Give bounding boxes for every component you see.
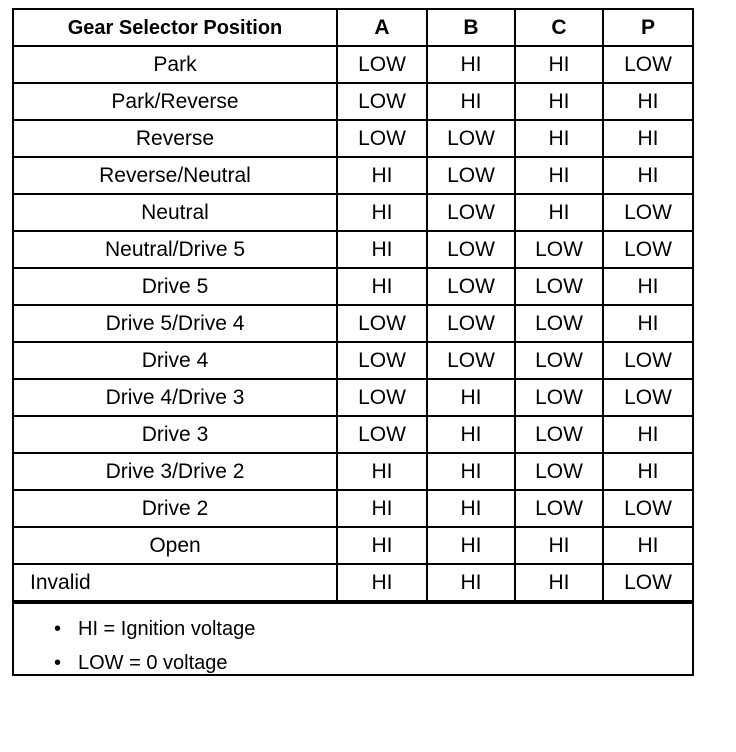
table-row <box>14 305 692 342</box>
b-cell: HI <box>427 527 515 564</box>
p-cell: HI <box>603 120 692 157</box>
a-cell: HI <box>337 453 427 490</box>
position-cell: Drive 3/Drive 2 <box>14 453 337 490</box>
a-cell: HI <box>337 564 427 601</box>
c-cell: HI <box>515 157 603 194</box>
c-cell: LOW <box>515 490 603 527</box>
position-cell: Neutral/Drive 5 <box>14 231 337 268</box>
position-cell: Reverse <box>14 120 337 157</box>
position-cell: Drive 4 <box>14 342 337 379</box>
b-cell: HI <box>427 564 515 601</box>
b-cell: HI <box>427 46 515 83</box>
bullet-icon: • <box>54 652 62 674</box>
note-hi <box>54 612 692 646</box>
a-cell: LOW <box>337 379 427 416</box>
header-gear-selector-position: Gear Selector Position <box>14 10 337 46</box>
table-row <box>14 231 692 268</box>
table-row <box>14 453 692 490</box>
p-cell: HI <box>603 305 692 342</box>
position-cell: Park <box>14 46 337 83</box>
table-row <box>14 157 692 194</box>
table-row <box>14 194 692 231</box>
a-cell: LOW <box>337 416 427 453</box>
p-cell: HI <box>603 83 692 120</box>
p-cell: LOW <box>603 490 692 527</box>
table-row <box>14 564 692 601</box>
c-cell: LOW <box>515 453 603 490</box>
header-a: A <box>337 10 427 46</box>
p-cell: HI <box>603 527 692 564</box>
header-p: P <box>603 10 692 46</box>
c-cell: HI <box>515 83 603 120</box>
note-low <box>54 646 692 680</box>
b-cell: HI <box>427 453 515 490</box>
b-cell: LOW <box>427 342 515 379</box>
position-cell: Reverse/Neutral <box>14 157 337 194</box>
p-cell: LOW <box>603 46 692 83</box>
c-cell: LOW <box>515 231 603 268</box>
p-cell: HI <box>603 453 692 490</box>
legend-notes <box>14 602 692 674</box>
a-cell: LOW <box>337 305 427 342</box>
p-cell: HI <box>603 416 692 453</box>
position-cell: Neutral <box>14 194 337 231</box>
c-cell: HI <box>515 46 603 83</box>
header-b: B <box>427 10 515 46</box>
table-row <box>14 490 692 527</box>
header-c: C <box>515 10 603 46</box>
note-text: LOW = 0 voltage <box>78 652 228 674</box>
note-text: HI = Ignition voltage <box>78 618 256 640</box>
position-cell: Drive 2 <box>14 490 337 527</box>
position-cell: Drive 3 <box>14 416 337 453</box>
table-row <box>14 342 692 379</box>
a-cell: HI <box>337 268 427 305</box>
c-cell: LOW <box>515 305 603 342</box>
bullet-icon: • <box>54 618 62 640</box>
gear-selector-table-container <box>12 8 694 676</box>
a-cell: HI <box>337 527 427 564</box>
c-cell: HI <box>515 527 603 564</box>
table-row <box>14 379 692 416</box>
a-cell: HI <box>337 194 427 231</box>
b-cell: HI <box>427 83 515 120</box>
b-cell: LOW <box>427 305 515 342</box>
p-cell: HI <box>603 157 692 194</box>
c-cell: HI <box>515 120 603 157</box>
p-cell: LOW <box>603 342 692 379</box>
position-cell: Drive 5/Drive 4 <box>14 305 337 342</box>
position-cell: Drive 4/Drive 3 <box>14 379 337 416</box>
gear-selector-table <box>14 10 692 602</box>
b-cell: LOW <box>427 194 515 231</box>
b-cell: LOW <box>427 268 515 305</box>
position-cell: Drive 5 <box>14 268 337 305</box>
b-cell: HI <box>427 416 515 453</box>
b-cell: HI <box>427 379 515 416</box>
a-cell: LOW <box>337 46 427 83</box>
a-cell: LOW <box>337 83 427 120</box>
a-cell: LOW <box>337 120 427 157</box>
c-cell: LOW <box>515 268 603 305</box>
table-row <box>14 46 692 83</box>
b-cell: LOW <box>427 120 515 157</box>
b-cell: LOW <box>427 157 515 194</box>
c-cell: HI <box>515 194 603 231</box>
position-cell: Open <box>14 527 337 564</box>
a-cell: LOW <box>337 342 427 379</box>
table-row <box>14 416 692 453</box>
c-cell: HI <box>515 564 603 601</box>
p-cell: LOW <box>603 231 692 268</box>
table-row <box>14 83 692 120</box>
table-row <box>14 120 692 157</box>
a-cell: HI <box>337 490 427 527</box>
c-cell: LOW <box>515 379 603 416</box>
p-cell: LOW <box>603 194 692 231</box>
b-cell: HI <box>427 490 515 527</box>
table-row <box>14 268 692 305</box>
position-cell: Invalid <box>14 564 337 601</box>
c-cell: LOW <box>515 342 603 379</box>
a-cell: HI <box>337 157 427 194</box>
b-cell: LOW <box>427 231 515 268</box>
header-row <box>14 10 692 46</box>
p-cell: HI <box>603 268 692 305</box>
p-cell: LOW <box>603 564 692 601</box>
c-cell: LOW <box>515 416 603 453</box>
table-row <box>14 527 692 564</box>
a-cell: HI <box>337 231 427 268</box>
position-cell: Park/Reverse <box>14 83 337 120</box>
p-cell: LOW <box>603 379 692 416</box>
